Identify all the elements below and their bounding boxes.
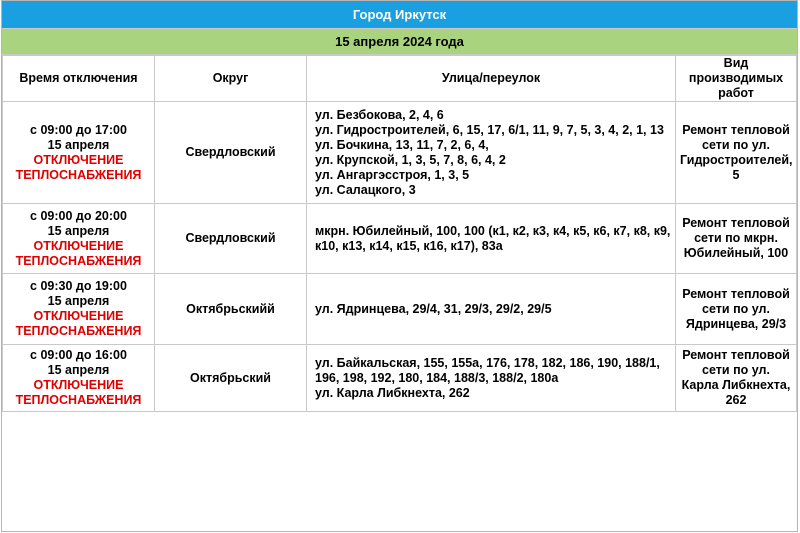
time-range: с 09:00 до 16:00	[30, 348, 127, 362]
outage-day: 15 апреля	[47, 223, 110, 238]
street-line: к10, к13, к14, к15, к16, к17), 83а	[315, 238, 503, 253]
work-cell	[676, 204, 797, 274]
outage-type-line: ТЕПЛОСНАБЖЕНИЯ	[15, 393, 142, 407]
work-line: Гидростроителей, 5	[680, 152, 793, 182]
street-line: мкрн. Юбилейный, 100, 100 (к1, к2, к3, к4, к5, к6, к7, к8, к9,	[315, 223, 671, 238]
date-title: 15 апреля 2024 года	[2, 29, 797, 55]
work-line: сети по ул.	[702, 301, 770, 316]
time-range: с 09:00 до 17:00	[30, 122, 127, 137]
work-line: Карла Либкнехта, 262	[681, 378, 791, 407]
work-cell	[676, 274, 797, 345]
document-page	[1, 0, 798, 532]
table-row	[3, 102, 797, 204]
work-cell	[676, 345, 797, 412]
work-line: сети по ул.	[702, 363, 770, 377]
outage-day: 15 апреля	[47, 294, 110, 308]
time-range: с 09:00 до 20:00	[30, 208, 127, 223]
table-header-row	[3, 56, 797, 102]
column-header-street: Улица/переулок	[307, 56, 676, 102]
time-cell	[3, 204, 155, 274]
street-line: ул. Гидростроителей, 6, 15, 17, 6/1, 11, 9, 7, 5, 3, 4, 2, 1, 13	[315, 122, 664, 137]
column-header-time: Время отключения	[3, 56, 155, 102]
outage-type-line: ОТКЛЮЧЕНИЕ	[33, 238, 124, 253]
street-line: ул. Карла Либкнехта, 262	[315, 385, 470, 400]
streets-cell	[307, 102, 676, 204]
district-cell: Октябрьскийй	[155, 274, 307, 345]
table-row	[3, 204, 797, 274]
table-row	[3, 345, 797, 412]
outage-type-line: ТЕПЛОСНАБЖЕНИЯ	[15, 324, 142, 338]
outage-table	[2, 55, 797, 412]
work-line: Ремонт тепловой	[682, 122, 790, 137]
district-cell: Октябрьский	[155, 345, 307, 412]
outage-type-line: ТЕПЛОСНАБЖЕНИЯ	[15, 167, 142, 182]
work-line: Юбилейный, 100	[683, 246, 789, 260]
district-cell: Свердловский	[155, 102, 307, 204]
work-line: Ремонт тепловой	[682, 348, 790, 362]
streets-cell	[307, 345, 676, 412]
outage-day: 15 апреля	[47, 363, 110, 377]
street-line: ул. Ядринцева, 29/4, 31, 29/3, 29/2, 29/5	[315, 301, 552, 316]
street-line: ул. Ангаргэсстроя, 1, 3, 5	[315, 167, 470, 182]
street-line: 196, 198, 192, 180, 184, 188/3, 188/2, 180а	[315, 370, 559, 385]
outage-type-line: ОТКЛЮЧЕНИЕ	[33, 378, 124, 392]
street-line: ул. Крупской, 1, 3, 5, 7, 8, 6, 4, 2	[315, 152, 506, 167]
street-line: ул. Салацкого, 3	[315, 182, 416, 197]
time-cell	[3, 102, 155, 204]
street-line: ул. Безбокова, 2, 4, 6	[315, 107, 444, 122]
table-row	[3, 274, 797, 345]
street-line: ул. Бочкина, 13, 11, 7, 2, 6, 4,	[315, 137, 489, 152]
street-line: ул. Байкальская, 155, 155а, 176, 178, 182, 186, 190, 188/1,	[315, 355, 660, 370]
column-header-work: Вид производимых работ	[676, 56, 797, 102]
time-cell	[3, 345, 155, 412]
outage-day: 15 апреля	[47, 137, 110, 152]
district-cell: Свердловский	[155, 204, 307, 274]
work-line: Ремонт тепловой	[682, 286, 790, 301]
work-line: Ядринцева, 29/3	[685, 316, 787, 331]
outage-type-line: ОТКЛЮЧЕНИЕ	[33, 309, 124, 323]
streets-cell	[307, 274, 676, 345]
city-title: Город Иркутск	[2, 1, 797, 29]
work-line: Ремонт тепловой	[682, 216, 790, 230]
work-cell	[676, 102, 797, 204]
outage-type-line: ОТКЛЮЧЕНИЕ	[33, 152, 124, 167]
outage-type-line: ТЕПЛОСНАБЖЕНИЯ	[15, 253, 142, 268]
time-range: с 09:30 до 19:00	[30, 279, 127, 293]
streets-cell	[307, 204, 676, 274]
work-line: сети по мкрн.	[694, 231, 778, 245]
work-line: сети по ул.	[702, 137, 770, 152]
time-cell	[3, 274, 155, 345]
column-header-district: Округ	[155, 56, 307, 102]
